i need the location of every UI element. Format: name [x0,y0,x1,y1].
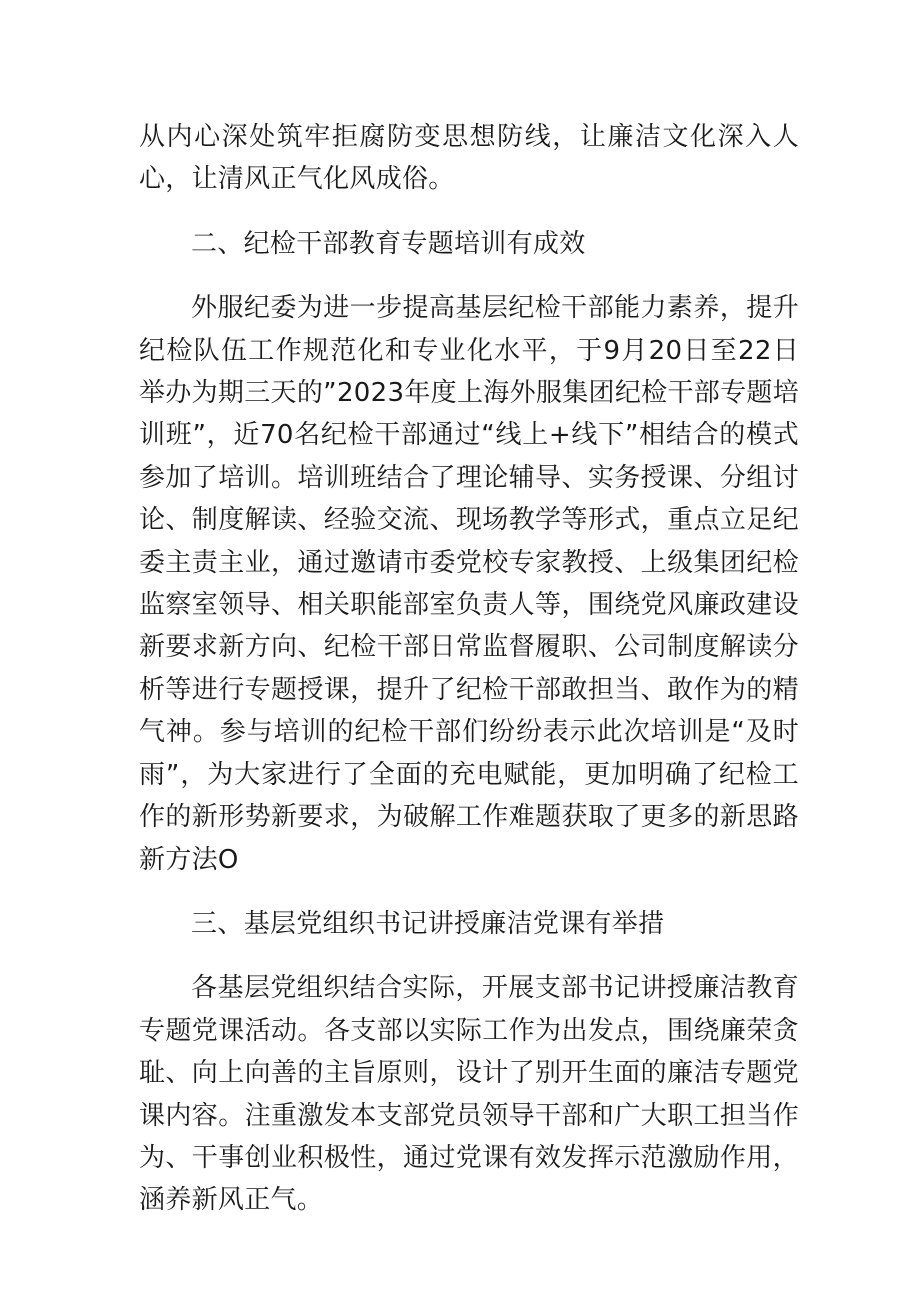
paragraph-cadre-training: 外服纪委为进一步提高基层纪检干部能力素养，提升纪检队伍工作规范化和专业化水平，于9月20日至22日举办为期三天的”2023年度上海外服集团纪检干部专题培训班”，近70名纪检干部通过“线上+线下”相结合的模式参加了培训。培训班结合了理论辅导、实务授课、分组讨论、制度解读、经验交流、现场教学等形式，重点立足纪委主责主业，通过邀请市委党校专家教授、上级集团纪检监察室领导、相关职能部室负责人等，围绕党风廉政建设新要求新方向、纪检干部日常监督履职、公司制度解读分析等进行专题授课，提升了纪检干部敢担当、敢作为的精气神。参与培训的纪检干部们纷纷表示此次培训是“及时雨”，为大家进行了全面的充电赋能，更加明确了纪检工作的新形势新要求，为破解工作难题获取了更多的新思路新方法O [139,293,799,875]
document-body [139,116,799,1222]
paragraph-party-lessons: 各基层党组织结合实际，开展支部书记讲授廉洁教育专题党课活动。各支部以实际工作为出发点，围绕廉荣贪耻、向上向善的主旨原则，设计了别开生面的廉洁专题党课内容。注重激发本支部党员领导干部和广大职工担当作为、干事创业积极性，通过党课有效发挥示范激励作用，涵养新风正气。 [139,973,799,1216]
paragraph-intro-continued: 从内心深处筑牢拒腐防变思想防线，让廉洁文化深入人心，让清风正气化风成俗。 [139,122,799,195]
section-heading-party-lessons: 三、基层党组织书记讲授廉洁党课有举措 [191,908,665,939]
section-heading-cadre-training: 二、纪检干部教育专题培训有成效 [191,228,586,259]
